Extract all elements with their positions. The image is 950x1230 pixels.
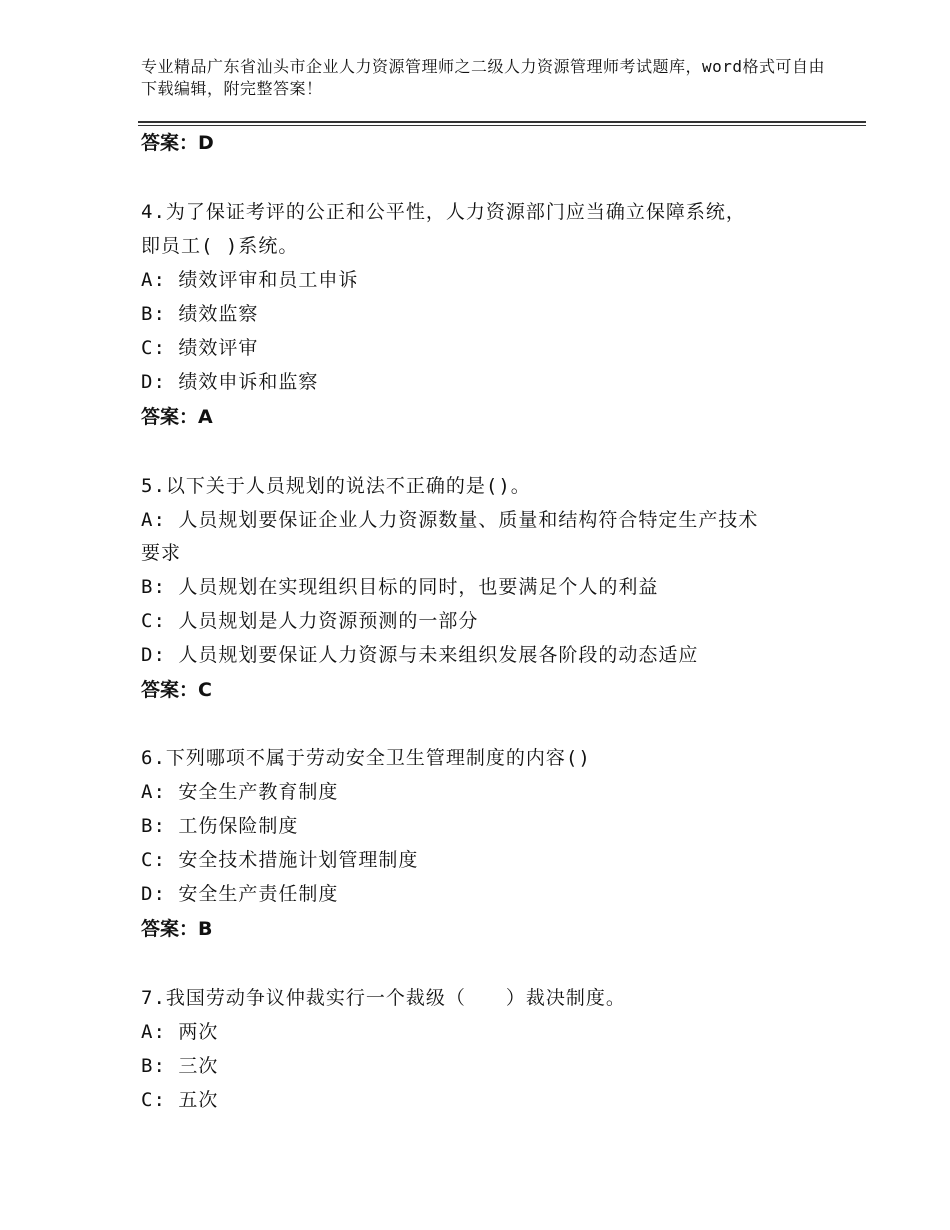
answer-q3: 答案：D [141,132,214,154]
q4-option-c: C: 绩效评审 [141,337,259,359]
document-header: 专业精品广东省汕头市企业人力资源管理师之二级人力资源管理师考试题库，word格式可自由下载编辑，附完整答案！ [141,57,826,98]
q5-option-a-line2: 要求 [141,542,182,564]
q6-stem: 6.下列哪项不属于劳动安全卫生管理制度的内容() [141,747,591,769]
header-rule-thick [138,121,866,123]
q5-option-d: D: 人员规划要保证人力资源与未来组织发展各阶段的动态适应 [141,644,699,666]
q5-option-c: C: 人员规划是人力资源预测的一部分 [141,610,479,632]
q4-option-b: B: 绩效监察 [141,303,259,325]
answer-q5: 答案：C [141,679,212,701]
q5-stem: 5.以下关于人员规划的说法不正确的是()。 [141,475,531,497]
answer-q6: 答案：B [141,918,213,940]
q4-option-d: D: 绩效申诉和监察 [141,371,319,393]
q7-option-a: A: 两次 [141,1021,219,1043]
q6-option-c: C: 安全技术措施计划管理制度 [141,849,419,871]
q5-option-b: B: 人员规划在实现组织目标的同时，也要满足个人的利益 [141,576,659,598]
q6-option-b: B: 工伤保险制度 [141,815,299,837]
q4-option-a: A: 绩效评审和员工申诉 [141,269,359,291]
answer-q4: 答案：A [141,406,213,428]
q7-stem: 7.我国劳动争议仲裁实行一个裁级（ ）裁决制度。 [141,987,626,1009]
header-rule-thin [138,125,866,126]
q6-option-d: D: 安全生产责任制度 [141,883,339,905]
q4-stem-line1: 4.为了保证考评的公正和公平性，人力资源部门应当确立保障系统， [141,201,746,223]
q4-stem-line2: 即员工( )系统。 [141,235,299,257]
q7-option-c: C: 五次 [141,1089,219,1111]
q7-option-b: B: 三次 [141,1055,219,1077]
q5-option-a-line1: A: 人员规划要保证企业人力资源数量、质量和结构符合特定生产技术 [141,509,759,531]
q6-option-a: A: 安全生产教育制度 [141,781,339,803]
